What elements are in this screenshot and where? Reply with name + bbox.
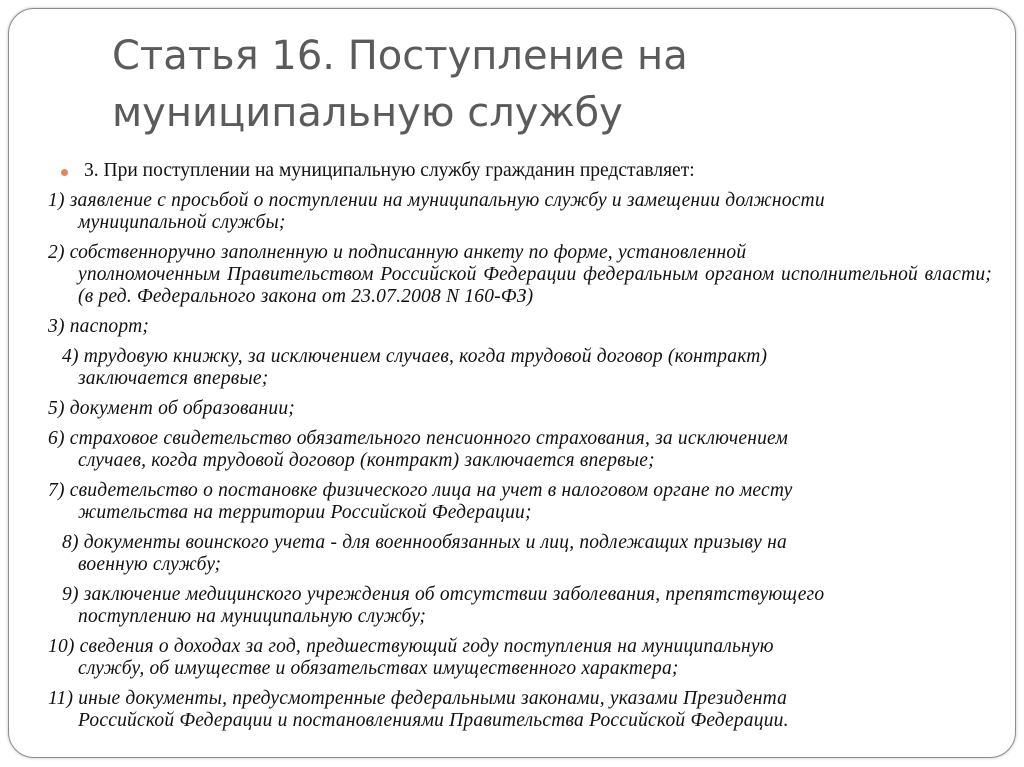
item-1-first-line: 1) заявление с просьбой о поступлении на муниципальную службу и замещении должности xyxy=(48,190,825,211)
item-9-first-line: 9) заключение медицинского учреждения об отсутствии заболевания, препятствующего xyxy=(62,584,825,605)
list-item-1 xyxy=(48,190,992,234)
item-6-continuation: случаев, когда трудовой договор (контракт) заключается впервые; xyxy=(78,450,655,471)
item-7-continuation: жительства на территории Российской Федерации; xyxy=(78,502,532,523)
list-item-5 xyxy=(48,398,992,420)
list-item-7 xyxy=(48,480,992,524)
list-item-2 xyxy=(48,242,992,308)
item-2-first-line: 2) собственноручно заполненную и подписанную анкету по форме, установленной xyxy=(48,242,747,263)
item-4-first-line: 4) трудовую книжку, за исключением случаев, когда трудовой договор (контракт) xyxy=(62,346,768,367)
item-11-continuation: Российской Федерации и постановлениями Правительства Российской Федерации. xyxy=(78,710,789,731)
bullet-icon xyxy=(61,169,68,176)
item-6-first-line: 6) страховое свидетельство обязательного пенсионного страхования, за исключением xyxy=(48,428,789,449)
item-8-first-line: 8) документы воинского учета - для военнообязанных и лиц, подлежащих призыву на xyxy=(62,532,787,553)
list-item-4 xyxy=(48,346,992,390)
slide-title: Статья 16. Поступление на муниципальную службу xyxy=(112,33,688,136)
list-item-8 xyxy=(48,532,992,576)
list-item-9 xyxy=(48,584,992,628)
item-8-continuation: военную службу; xyxy=(78,554,222,575)
lead-text: 3. При поступлении на муниципальную службу гражданин представляет: xyxy=(84,160,695,181)
item-9-continuation: поступлению на муниципальную службу; xyxy=(78,606,427,627)
item-3-first-line: 3) паспорт; xyxy=(48,316,150,337)
item-5-first-line: 5) документ об образовании; xyxy=(48,398,295,419)
item-1-continuation: муниципальной службы; xyxy=(78,212,286,233)
item-11-first-line: 11) иные документы, предусмотренные федеральными законами, указами Президента xyxy=(48,688,788,709)
list-item-10 xyxy=(48,636,992,680)
item-7-first-line: 7) свидетельство о постановке физического лица на учет в налоговом органе по месту xyxy=(48,480,793,501)
item-4-continuation: заключается впервые; xyxy=(78,368,269,389)
list-item-6 xyxy=(48,428,992,472)
item-10-first-line: 10) сведения о доходах за год, предшествующий году поступления на муниципальную xyxy=(48,636,774,657)
slide-content xyxy=(48,160,992,740)
list-item-3 xyxy=(48,316,992,338)
item-2-continuation: уполномоченным Правительством Российской Федерации федеральным органом исполнительной власти; (в ред. Федерального закона от 23.07.2008 N 160-ФЗ) xyxy=(78,264,992,307)
item-10-continuation: службу, об имуществе и обязательствах имущественного характера; xyxy=(78,658,679,679)
list-item-11 xyxy=(48,688,992,732)
lead-paragraph xyxy=(48,160,992,182)
